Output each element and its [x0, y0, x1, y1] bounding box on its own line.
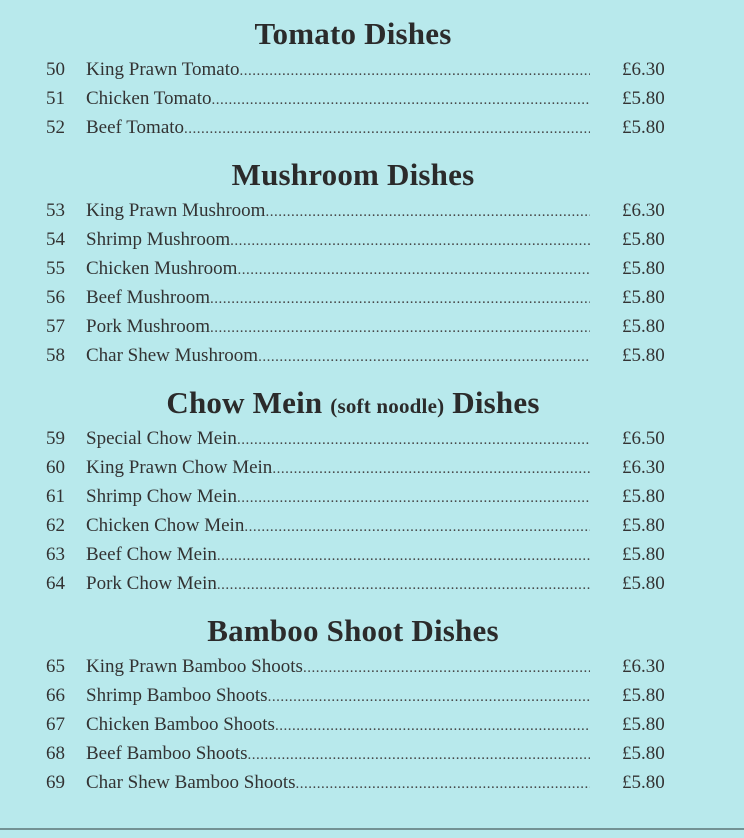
- title-subtitle: (soft noodle): [330, 394, 445, 418]
- item-number: 52: [46, 117, 65, 138]
- item-number: 58: [46, 345, 65, 366]
- menu-item: [0, 287, 744, 316]
- menu-item: [0, 772, 744, 801]
- bottom-edge-divider: [0, 828, 744, 830]
- item-name: Char Shew Bamboo Shoots .....: [86, 772, 590, 794]
- item-name: King Prawn Mushroom .....: [86, 200, 590, 222]
- menu-item: [0, 345, 744, 374]
- menu-item: [0, 515, 744, 544]
- section-title-bamboo-shoot: Bamboo Shoot Dishes: [207, 613, 499, 648]
- item-price: £5.80: [622, 685, 665, 706]
- item-price: £5.80: [622, 544, 665, 565]
- item-name: Beef Chow Mein .....: [86, 544, 590, 566]
- item-price: £6.30: [622, 59, 665, 80]
- item-price: £5.80: [622, 117, 665, 138]
- section-title-chow-mein: [0, 385, 706, 421]
- item-number: 50: [46, 59, 65, 80]
- item-name: Pork Mushroom .....: [86, 316, 590, 338]
- item-price: £6.30: [622, 656, 665, 677]
- section-title-tomato: Tomato Dishes: [254, 16, 452, 51]
- section-title-mushroom: Mushroom Dishes: [231, 157, 475, 192]
- item-price: £5.80: [622, 287, 665, 308]
- item-price: £5.80: [622, 345, 665, 366]
- item-name: Chicken Mushroom .....: [86, 258, 590, 280]
- item-number: 55: [46, 258, 65, 279]
- menu-item: [0, 457, 744, 486]
- item-price: £5.80: [622, 88, 665, 109]
- menu-item: [0, 486, 744, 515]
- item-number: 67: [46, 714, 65, 735]
- item-price: £5.80: [622, 772, 665, 793]
- item-price: £5.80: [622, 515, 665, 536]
- item-number: 62: [46, 515, 65, 536]
- item-name: King Prawn Tomato .....: [86, 59, 590, 81]
- item-name: Chicken Tomato .....: [86, 88, 590, 110]
- menu-item: [0, 544, 744, 573]
- title-suffix: Dishes: [452, 385, 540, 420]
- item-number: 69: [46, 772, 65, 793]
- item-number: 57: [46, 316, 65, 337]
- item-price: £6.30: [622, 457, 665, 478]
- item-number: 68: [46, 743, 65, 764]
- item-name: Beef Mushroom .....: [86, 287, 590, 309]
- menu-item: [0, 258, 744, 287]
- item-name: Char Shew Mushroom .....: [86, 345, 590, 367]
- item-number: 65: [46, 656, 65, 677]
- menu-item: [0, 229, 744, 258]
- menu-item: [0, 714, 744, 743]
- item-number: 66: [46, 685, 65, 706]
- item-price: £6.30: [622, 200, 665, 221]
- item-number: 51: [46, 88, 65, 109]
- item-price: £6.50: [622, 428, 665, 449]
- item-number: 59: [46, 428, 65, 449]
- item-price: £5.80: [622, 229, 665, 250]
- item-name: Chicken Chow Mein .....: [86, 515, 590, 537]
- item-number: 63: [46, 544, 65, 565]
- item-name: Shrimp Bamboo Shoots .....: [86, 685, 590, 707]
- menu-item: [0, 656, 744, 685]
- item-name: Shrimp Chow Mein .....: [86, 486, 590, 508]
- item-number: 56: [46, 287, 65, 308]
- item-name: Special Chow Mein .....: [86, 428, 590, 450]
- menu-item: [0, 573, 744, 602]
- item-name: Shrimp Mushroom .....: [86, 229, 590, 251]
- item-name: King Prawn Chow Mein .....: [86, 457, 590, 479]
- item-price: £5.80: [622, 714, 665, 735]
- item-number: 54: [46, 229, 65, 250]
- item-name: Beef Tomato .....: [86, 117, 590, 139]
- item-name: Beef Bamboo Shoots .....: [86, 743, 590, 765]
- item-number: 61: [46, 486, 65, 507]
- item-name: Pork Chow Mein .....: [86, 573, 590, 595]
- menu-item: [0, 117, 744, 146]
- menu-item: [0, 200, 744, 229]
- menu-item: [0, 428, 744, 457]
- item-price: £5.80: [622, 743, 665, 764]
- menu-item: [0, 88, 744, 117]
- item-price: £5.80: [622, 486, 665, 507]
- menu-item: [0, 743, 744, 772]
- item-name: Chicken Bamboo Shoots .....: [86, 714, 590, 736]
- menu-item: [0, 59, 744, 88]
- item-price: £5.80: [622, 573, 665, 594]
- item-number: 64: [46, 573, 65, 594]
- item-number: 53: [46, 200, 65, 221]
- item-number: 60: [46, 457, 65, 478]
- item-price: £5.80: [622, 258, 665, 279]
- menu-item: [0, 316, 744, 345]
- menu-item: [0, 685, 744, 714]
- title-main: Chow Mein: [166, 385, 323, 420]
- item-price: £5.80: [622, 316, 665, 337]
- item-name: King Prawn Bamboo Shoots .....: [86, 656, 590, 678]
